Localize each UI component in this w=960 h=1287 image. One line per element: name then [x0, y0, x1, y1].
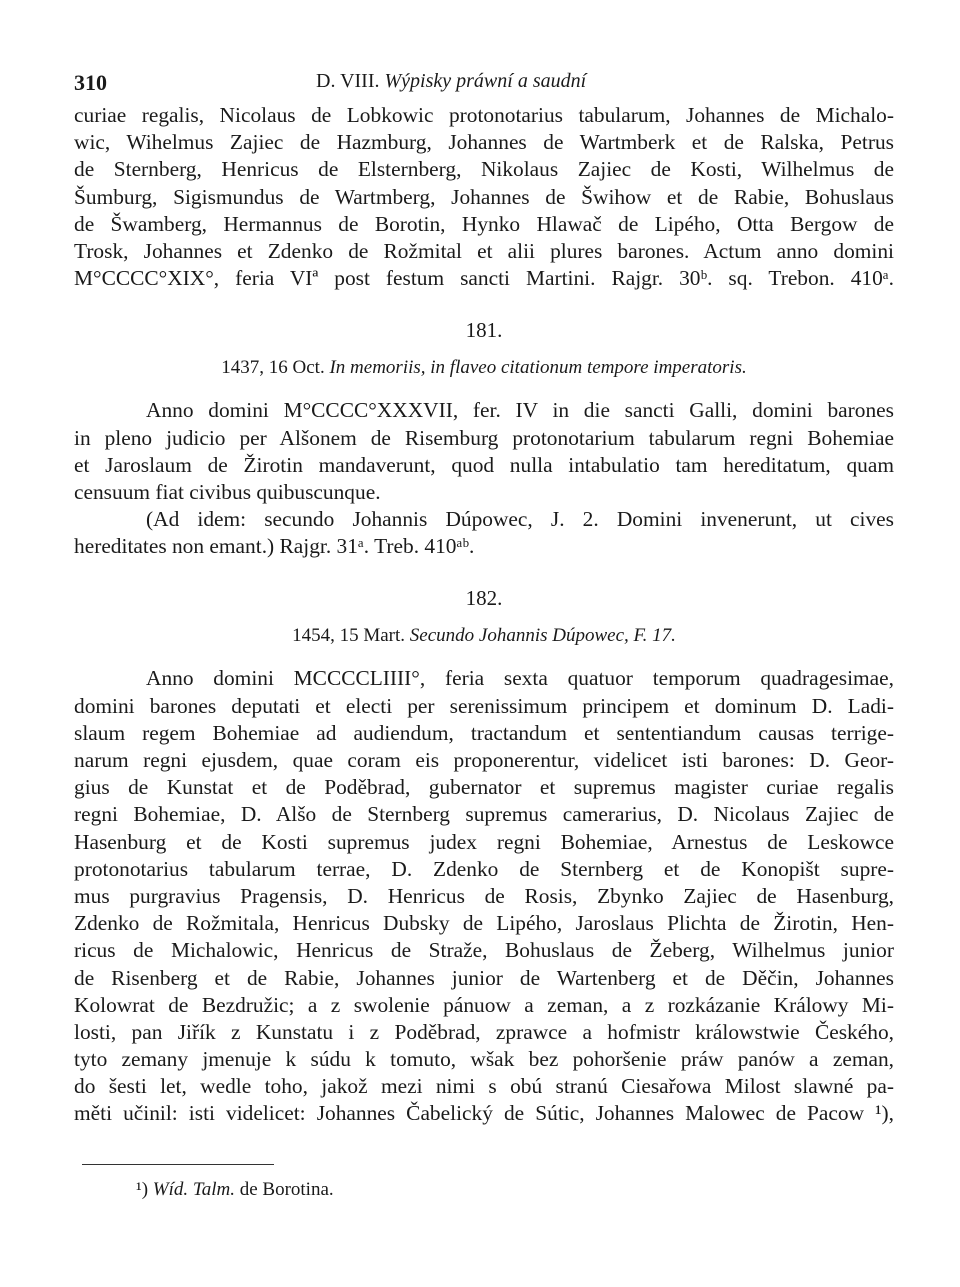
- text-line: de Šwamberg, Hermannus de Borotin, Hynko Hlawač de Lipého, Otta Bergow de: [74, 211, 894, 236]
- footnote: [74, 1179, 894, 1201]
- text-line: regni Bohemiae, D. Alšo de Sternberg supremus camerarius, D. Nicolaus Zajiec de: [74, 802, 894, 827]
- entry-source: Secundo Johannis Dúpowec, F. 17.: [409, 625, 676, 647]
- chapter-heading: [316, 70, 586, 93]
- text-line: Kolowrat de Bezdružic; a z swolenie pánuow a zeman, a z rozkázanie Králowy Mi-: [74, 992, 894, 1017]
- text-line: (Ad idem: secundo Johannis Dúpowec, J. 2. Domini invenerunt, ut cives: [146, 507, 894, 532]
- footnote-text: de Borotina.: [239, 1178, 334, 1200]
- entry-heading-182: [74, 625, 894, 647]
- text-line: in pleno judicio per Alšonem de Risemburg protonotarium tabularum regni Bohemiae: [74, 425, 894, 450]
- page-number: 310: [74, 70, 107, 95]
- entry-date: 1437, 16 Oct.: [221, 357, 325, 379]
- text-line: M°CCCC°XIX°, feria VIª post festum sancti Martini. Rajgr. 30ᵇ. sq. Trebon. 410ᵃ.: [74, 266, 894, 291]
- text-line: do šesti let, wedle toho, jakož mezi nimi s obú stranú Ciesařowa Milost slawné pa-: [74, 1074, 894, 1099]
- text-line: hereditates non emant.) Rajgr. 31ᵃ. Treb. 410ᵃᵇ.: [74, 534, 475, 559]
- text-line: Trosk, Johannes et Zdenko de Rožmital et alii plures barones. Actum anno domini: [74, 238, 894, 263]
- running-head: [74, 62, 894, 102]
- text-line: ricus de Michalowic, Henricus de Straže, Bohuslaus de Žeberg, Wilhelmus junior: [74, 938, 894, 963]
- continuation-text: [74, 102, 894, 292]
- entry-date: 1454, 15 Mart.: [292, 625, 406, 647]
- text-line: wic, Wihelmus Zajiec de Hazmburg, Johannes de Wartmberk et de Ralska, Petrus: [74, 130, 894, 155]
- text-line: protonotarius tabularum terrae, D. Zdenko de Sternberg et de Konopišt supre-: [74, 856, 894, 881]
- footnote-marker: ¹): [136, 1178, 149, 1200]
- text-line: mus purgravius Pragensis, D. Henricus de Rosis, Zbynko Zajiec de Hasenburg,: [74, 883, 894, 908]
- text-line: censuum fiat civibus quibuscunque.: [74, 479, 381, 504]
- text-line: domini barones deputati et electi per serenissimum principem et dominum D. Ladi-: [74, 693, 894, 718]
- entry-number-182: 182.: [465, 586, 503, 611]
- text-line: Anno domini MCCCCLIIII°, feria sexta quatuor temporum quadragesimae,: [146, 666, 894, 691]
- text-line: slaum regem Bohemiae ad audiendum, tractandum et sententiandum causas terrige-: [74, 720, 894, 745]
- text-line: et Jaroslaum de Žirotin mandaverunt, quod nulla intabulatio tam hereditatum, quam: [74, 452, 894, 477]
- text-line: Šumburg, Sigismundus de Wartmberg, Johannes de Šwihow et de Rabie, Bohuslaus: [74, 184, 894, 209]
- footnote-abbreviation: Wíd. Talm.: [152, 1178, 235, 1200]
- entry-text-181: [74, 397, 894, 560]
- text-line: curiae regalis, Nicolaus de Lobkowic protonotarius tabularum, Johannes de Michalo-: [74, 103, 894, 127]
- book-page: [74, 62, 894, 1201]
- text-line: narum regni ejusdem, quae coram eis proponerentur, videlicet isti barones: D. Geor-: [74, 748, 894, 772]
- chapter-section: D. VIII.: [316, 70, 380, 92]
- text-line: Zdenko de Rožmitala, Henricus Dubsky de Lipého, Jaroslaus Plichta de Žirotin, Hen-: [74, 911, 894, 936]
- entry-source: In memoriis, in flaveo citationum tempore imperatoris.: [329, 357, 747, 379]
- text-line: tyto zemany jmenuje k súdu k tomuto, wšak bez pohoršenie práw panów a zeman,: [74, 1047, 894, 1072]
- entry-number-181: 181.: [465, 318, 503, 343]
- entry-text-182: [74, 665, 894, 1127]
- text-line: měti učinil: isti videlicet: Johannes Čabelický de Sútic, Johannes Malowec de Pacow ¹),: [74, 1101, 894, 1126]
- text-line: de Risenberg et de Rabie, Johannes junior de Wartenberg et de Děčin, Johannes: [74, 965, 894, 990]
- text-line: de Sternberg, Henricus de Elsternberg, Nikolaus Zajiec de Kosti, Wilhelmus de: [74, 157, 894, 182]
- text-line: gius de Kunstat et de Poděbrad, gubernator et supremus magister curiae regalis: [74, 775, 894, 800]
- chapter-title: Wýpisky práwní a saudní: [384, 70, 587, 92]
- text-line: Hasenburg et de Kosti supremus judex regni Bohemiae, Arnestus de Leskowce: [74, 829, 894, 854]
- text-line: losti, pan Jiřík z Kunstatu i z Poděbrad, zprawce a hofmistr králowstwie Českého,: [74, 1019, 894, 1044]
- entry-heading-181: [74, 357, 894, 379]
- text-line: Anno domini M°CCCC°XXXVII, fer. IV in die sancti Galli, domini barones: [146, 398, 894, 423]
- footnote-divider: [82, 1164, 274, 1165]
